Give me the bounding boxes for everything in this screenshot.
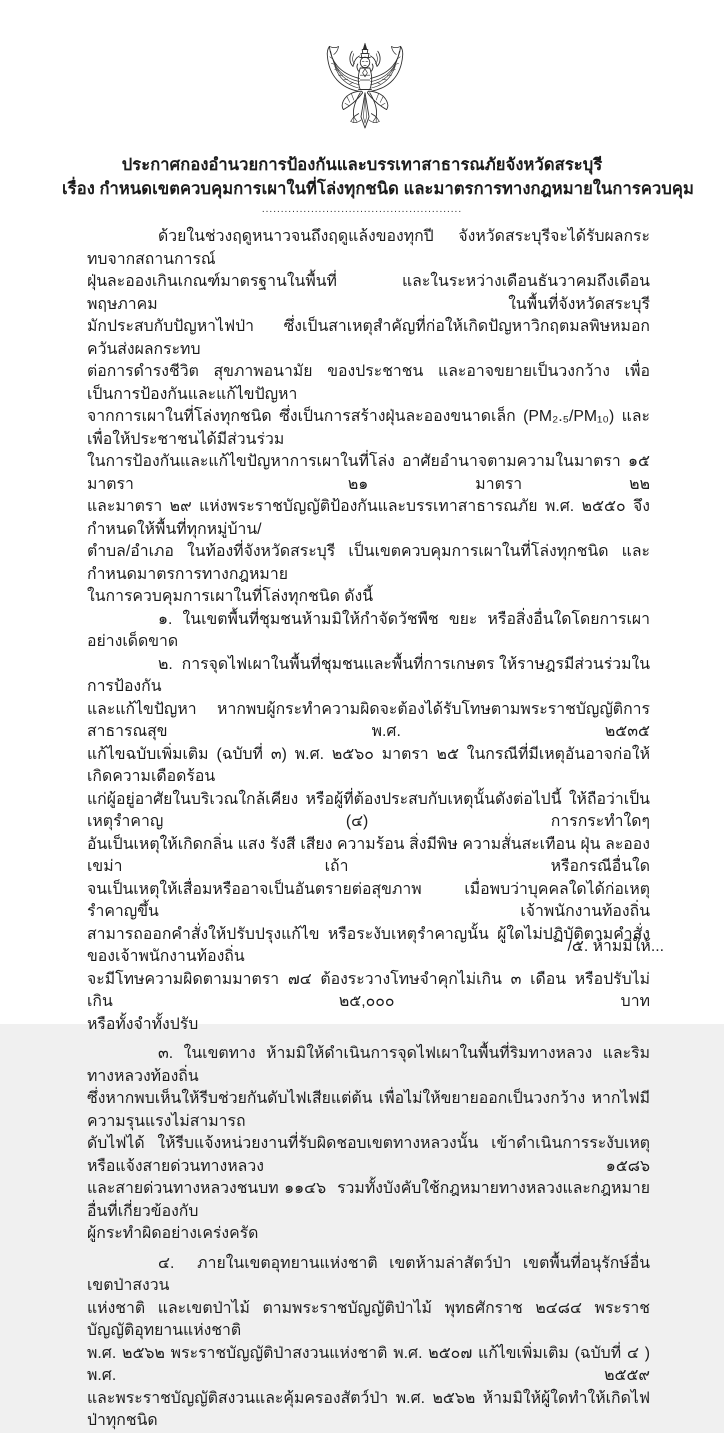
paragraph-item-2 [87, 654, 655, 1037]
title-block [62, 153, 695, 215]
document-line: พ.ศ. ๒๕๖๒ พระราชบัญญัติป่าสงวนแห่งชาติ พ.ศ. ๒๕๐๗ แก้ไขเพิ่มเติม (ฉบับที่ ๔ ) พ.ศ. ๒๕๕๙ [87, 1344, 655, 1384]
document-line: ในการควบคุมการเผาในที่โล่งทุกชนิด ดังนี้ [87, 588, 374, 605]
document-line: มักประสบกับปัญหาไฟป่า ซึ่งเป็นสาเหตุสำคัญที่ก่อให้เกิดปัญหาวิกฤตมลพิษหมอกควันส่งผลกระทบ [87, 318, 650, 358]
document-line: หรือทั้งจำทั้งปรับ [87, 1015, 199, 1033]
document-line: แก่ผู้อยู่อาศัยในบริเวณใกล้เคียง หรือผู้ที่ต้องประสบกับเหตุนั้นดังต่อไปนี้ ให้ถือว่าเป็นเหตุรำคาญ (๔) การกระทำใดๆ [87, 790, 650, 830]
document-line: ตำบล/อำเภอ ในท้องที่จังหวัดสระบุรี เป็นเขตควบคุมการเผาในที่โล่งทุกชนิด และกำหนดมาตรการทางกฎหมาย [87, 543, 650, 583]
announcement-title: ประกาศกองอำนวยการป้องกันและบรรเทาสาธารณภัยจังหวัดสระบุรี [121, 156, 603, 174]
document-body [87, 226, 659, 1433]
document-line: ดับไฟได้ ให้รีบแจ้งหน่วยงานที่รับผิดชอบเขตทางหลวงนั้น เข้าดำเนินการระงับเหตุ หรือแจ้งสายด่วนทางหลวง ๑๕๘๖ [87, 1135, 655, 1175]
document-line: สามารถออกคำสั่งให้ปรับปรุงแก้ไข หรือระงับเหตุรำคาญนั้น ผู้ใดไม่ปฏิบัติตามคำสั่งของเจ้าพนักงานท้องถิ่น [87, 925, 650, 965]
document-line: ต่อการดำรงชีวิต สุขภาพอนามัย ของประชาชน และอาจขยายเป็นวงกว้าง เพื่อเป็นการป้องกันและแก้ไขปัญหา [87, 363, 650, 403]
document-line: ๓. ในเขตทาง ห้ามมิให้ดำเนินการจุดไฟเผาในพื้นที่ริมทางหลวง และริมทางหลวงท้องถิ่น [87, 1045, 650, 1085]
dotted-divider: ..................................................... [261, 204, 463, 215]
document-line: และพระราชบัญญัติสงวนและคุ้มครองสัตว์ป่า พ.ศ. ๒๕๖๒ ห้ามมิให้ผู้ใดทำให้เกิดไฟป่าทุกชนิด [87, 1389, 650, 1429]
document-line: และมาตรา ๒๙ แห่งพระราชบัญญัติป้องกันและบรรเทาสาธารณภัย พ.ศ. ๒๕๕๐ จึงกำหนดให้พื้นที่ทุกหมู่บ้าน/ [87, 498, 650, 538]
garuda-emblem-icon [317, 40, 413, 152]
document-line: ด้วยในช่วงฤดูหนาวจนถึงฤดูแล้งของทุกปี จังหวัดสระบุรีจะได้รับผลกระทบจากสถานการณ์ [87, 228, 650, 268]
document-line: ในการป้องกันและแก้ไขปัญหาการเผาในที่โล่ง อาศัยอำนาจตามความในมาตรา ๑๕ มาตรา ๒๑ มาตรา ๒๒ [87, 453, 659, 493]
document-line: อันเป็นเหตุให้เกิดกลิ่น แสง รังสี เสียง ความร้อน สิ่งมีพิษ ความสั่นสะเทือน ฝุ่น ละออง เขม่า เถ้า หรือกรณีอื่นใด [87, 835, 655, 875]
document-line: จนเป็นเหตุให้เสื่อมหรืออาจเป็นอันตรายต่อสุขภาพ เมื่อพบว่าบุคคลใดได้ก่อเหตุรำคาญขึ้น เจ้าพนักงานท้องถิ่น [87, 880, 650, 920]
document-line: ซึ่งหากพบเห็นให้รีบช่วยกันดับไฟเสียแต่ต้น เพื่อไม่ให้ขยายออกเป็นวงกว้าง หากไฟมีความรุนแรงไม่สามารถ [87, 1090, 650, 1130]
document-line: และสายด่วนทางหลวงชนบท ๑๑๔๖ รวมทั้งบังคับใช้กฎหมายทางหลวงและกฎหมายอื่นที่เกี่ยวข้องกับ [87, 1180, 650, 1220]
document-line: ๑. ในเขตพื้นที่ชุมชนห้ามมิให้กำจัดวัชพืช ขยะ หรือสิ่งอื่นใดโดยการเผาอย่างเด็ดขาด [87, 610, 650, 650]
document-line: ผู้กระทำผิดอย่างเคร่งครัด [87, 1225, 259, 1242]
document-line: จากการเผาในที่โล่งทุกชนิด ซึ่งเป็นการสร้างฝุ่นละอองขนาดเล็ก (PM₂.₅/PM₁₀) และเพื่อให้ประชาชนได้มีส่วนร่วม [87, 408, 650, 448]
paragraph-intro [87, 226, 659, 609]
document-line: แห่งชาติ และเขตป่าไม้ ตามพระราชบัญญัติป่าไม้ พุทธศักราช ๒๔๘๔ พระราชบัญญัติอุทยานแห่งชาติ [87, 1299, 650, 1339]
continuation-note: /๕. ห้ามมิให้... [567, 938, 664, 955]
paragraph-item-3 [87, 1043, 655, 1246]
document-line: ๔. ภายในเขตอุทยานแห่งชาติ เขตห้ามล่าสัตว์ป่า เขตพื้นที่อนุรักษ์อื่น เขตป่าสงวน [87, 1254, 655, 1294]
document-line: ฝุ่นละอองเกินเกณฑ์มาตรฐานในพื้นที่ และในระหว่างเดือนธันวาคมถึงเดือนพฤษภาคม ในพื้นที่จังหวัดสระบุรี [87, 273, 650, 313]
document-line: แก้ไขฉบับเพิ่มเติม (ฉบับที่ ๓) พ.ศ. ๒๕๖๐ มาตรา ๒๕ ในกรณีที่มีเหตุอันอาจก่อให้เกิดความเดือดร้อน [87, 745, 650, 785]
paragraph-item-1 [87, 609, 650, 654]
document-line: จะมีโทษความผิดตามมาตรา ๗๔ ต้องระวางโทษจำคุกไม่เกิน ๓ เดือน หรือปรับไม่เกิน ๒๕,๐๐๐ บาท [87, 970, 650, 1010]
paragraph-item-4 [87, 1253, 655, 1433]
announcement-subject: เรื่อง กำหนดเขตควบคุมการเผาในที่โล่งทุกชนิด และมาตรการทางกฎหมายในการควบคุม [62, 180, 695, 198]
document-line: ๒. การจุดไฟเผาในพื้นที่ชุมชนและพื้นที่การเกษตร ให้ราษฎรมีส่วนร่วมในการป้องกัน [87, 655, 650, 695]
document-line: และแก้ไขปัญหา หากพบผู้กระทำความผิดจะต้องได้รับโทษตามพระราชบัญญัติการสาธารณสุข พ.ศ. ๒๕๓๕ [87, 700, 650, 740]
